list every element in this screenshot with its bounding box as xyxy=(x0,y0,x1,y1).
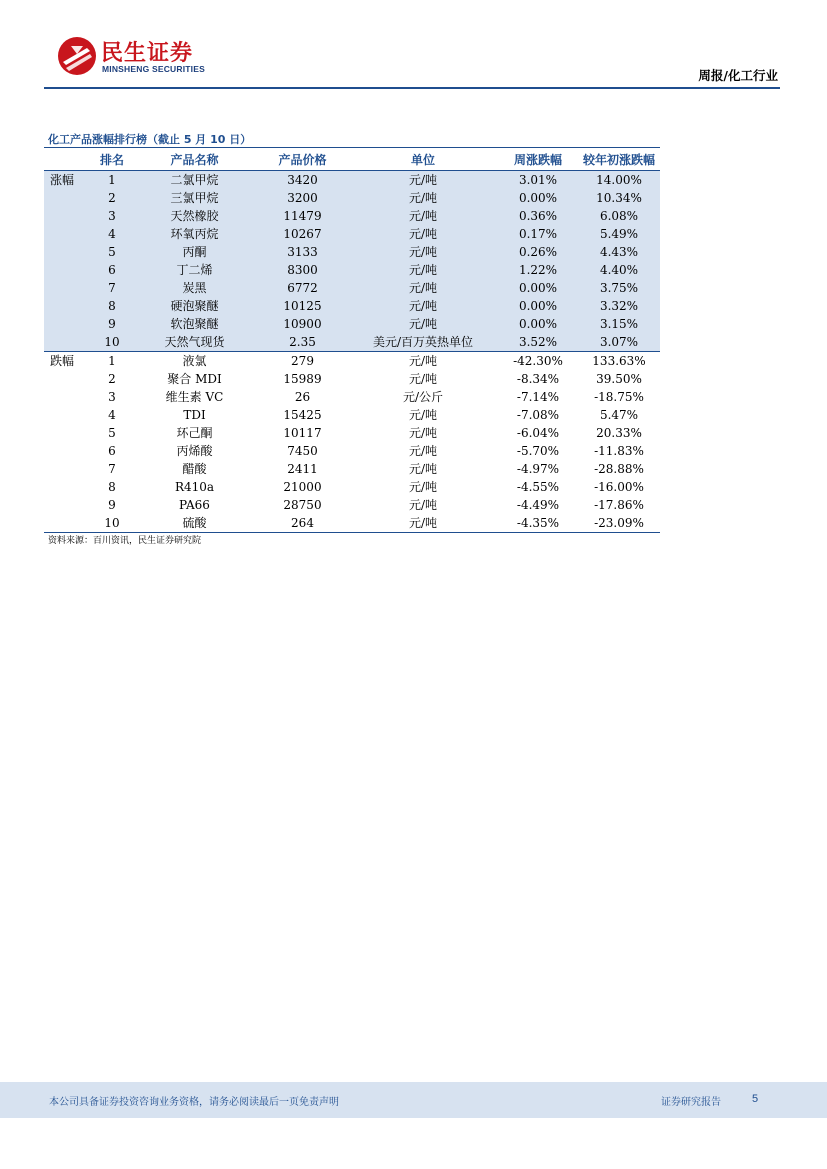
product-name-cell: 聚合 MDI xyxy=(167,372,222,386)
table-title: 化工产品涨幅排行榜（截止 5 月 10 日） xyxy=(48,133,252,146)
weekly-change-cell: 0.36% xyxy=(498,207,578,225)
product-name-cell: 二氯甲烷 xyxy=(132,171,257,190)
price-cell: 10125 xyxy=(257,297,348,315)
fall-section xyxy=(44,352,660,533)
price-cell: 26 xyxy=(294,390,311,404)
rank-cell: 6 xyxy=(108,444,116,458)
product-name-cell: 环己酮 xyxy=(176,426,213,440)
table-row xyxy=(44,207,660,225)
footer-disclaimer: 本公司具备证券投资咨询业务资格，请务必阅读最后一页免责声明 xyxy=(49,1097,339,1108)
rank-cell: 9 xyxy=(92,315,132,333)
company-logo xyxy=(57,36,217,78)
group-label-cell xyxy=(44,279,92,297)
group-label-cell xyxy=(44,189,92,207)
rank-cell: 3 xyxy=(108,390,116,404)
header-unit: 单位 xyxy=(348,148,498,171)
ytd-change-cell: 3.32% xyxy=(578,297,660,315)
weekly-change-cell: 3.52% xyxy=(498,333,578,352)
group-label-cell xyxy=(44,297,92,315)
table-row xyxy=(44,333,660,352)
table-header-row xyxy=(44,148,660,171)
unit-cell: 元/吨 xyxy=(408,462,438,476)
rank-cell: 4 xyxy=(108,408,116,422)
rank-cell: 4 xyxy=(92,225,132,243)
header-rank: 排名 xyxy=(92,148,132,171)
price-cell: 2411 xyxy=(287,462,318,476)
group-label-cell xyxy=(44,460,92,478)
ytd-change-cell: -16.00% xyxy=(594,480,644,494)
footer xyxy=(0,1082,827,1118)
ytd-change-cell: 5.47% xyxy=(599,408,639,422)
unit-cell: 元/吨 xyxy=(408,498,438,512)
rank-cell: 8 xyxy=(108,480,116,494)
unit-cell: 元/吨 xyxy=(348,189,498,207)
weekly-change-cell: -4.35% xyxy=(498,514,578,533)
product-name-cell: 炭黑 xyxy=(132,279,257,297)
weekly-change-cell: -6.04% xyxy=(516,426,560,440)
product-name-cell: R410a xyxy=(174,480,215,494)
weekly-change-cell: 0.26% xyxy=(498,243,578,261)
price-cell: 7450 xyxy=(287,444,318,458)
source-note: 资料来源：百川资讯，民生证券研究院 xyxy=(48,536,202,546)
unit-cell: 元/吨 xyxy=(348,243,498,261)
rank-cell: 6 xyxy=(92,261,132,279)
ytd-change-cell: 4.40% xyxy=(578,261,660,279)
table-row xyxy=(44,261,660,279)
ytd-change-cell: -11.83% xyxy=(594,444,644,458)
group-label-cell xyxy=(44,225,92,243)
price-cell: 21000 xyxy=(283,480,322,494)
unit-cell: 美元/百万英热单位 xyxy=(348,333,498,352)
table-row xyxy=(44,243,660,261)
weekly-change-cell: -7.14% xyxy=(516,390,560,404)
rank-cell: 10 xyxy=(92,333,132,352)
price-cell: 6772 xyxy=(257,279,348,297)
unit-cell: 元/吨 xyxy=(348,297,498,315)
price-cell: 10900 xyxy=(257,315,348,333)
group-label-cell xyxy=(44,442,92,460)
unit-cell: 元/吨 xyxy=(408,372,438,386)
rank-cell: 8 xyxy=(92,297,132,315)
product-name-cell: 硫酸 xyxy=(132,514,257,533)
table-row xyxy=(44,406,660,424)
price-cell: 279 xyxy=(257,352,348,371)
group-label-cell xyxy=(44,370,92,388)
group-label-cell xyxy=(44,243,92,261)
ytd-change-cell: 133.63% xyxy=(578,352,660,371)
product-name-cell: 硬泡聚醚 xyxy=(132,297,257,315)
unit-cell: 元/吨 xyxy=(348,225,498,243)
product-name-cell: PA66 xyxy=(179,498,210,512)
product-name-cell: 环氧丙烷 xyxy=(132,225,257,243)
logo-subtitle: MINSHENG SECURITIES xyxy=(102,64,205,74)
ytd-change-cell: 3.75% xyxy=(578,279,660,297)
product-name-cell: 软泡聚醚 xyxy=(132,315,257,333)
unit-cell: 元/吨 xyxy=(348,352,498,371)
price-cell: 2.35 xyxy=(257,333,348,352)
unit-cell: 元/吨 xyxy=(408,408,438,422)
price-cell: 15989 xyxy=(283,372,322,386)
group-label-cell xyxy=(44,406,92,424)
logo-name: 民生证券 xyxy=(101,41,194,66)
group-label-cell xyxy=(44,207,92,225)
weekly-change-cell: 3.01% xyxy=(498,171,578,190)
price-cell: 8300 xyxy=(257,261,348,279)
unit-cell: 元/吨 xyxy=(408,444,438,458)
weekly-change-cell: -8.34% xyxy=(516,372,560,386)
product-name-cell: 丁二烯 xyxy=(132,261,257,279)
header-weekly-change: 周涨跌幅 xyxy=(498,148,578,171)
ytd-change-cell: -28.88% xyxy=(594,462,644,476)
ytd-change-cell: 10.34% xyxy=(578,189,660,207)
ytd-change-cell: -23.09% xyxy=(578,514,660,533)
header-divider xyxy=(44,87,780,89)
price-cell: 3133 xyxy=(257,243,348,261)
weekly-change-cell: 0.00% xyxy=(498,189,578,207)
minsheng-logo-icon xyxy=(57,36,97,76)
price-cell: 3420 xyxy=(257,171,348,190)
price-cell: 10267 xyxy=(257,225,348,243)
table-row xyxy=(44,496,660,514)
rank-cell: 10 xyxy=(92,514,132,533)
ytd-change-cell: 3.07% xyxy=(578,333,660,352)
header-ytd-change: 较年初涨跌幅 xyxy=(578,148,660,171)
ytd-change-cell: 5.49% xyxy=(578,225,660,243)
table-row xyxy=(44,279,660,297)
group-label-cell xyxy=(44,514,92,533)
group-label-cell xyxy=(44,424,92,442)
price-cell: 10117 xyxy=(283,426,322,440)
group-label-cell xyxy=(44,388,92,406)
product-name-cell: 醋酸 xyxy=(182,462,207,476)
price-cell: 11479 xyxy=(257,207,348,225)
ytd-change-cell: 14.00% xyxy=(578,171,660,190)
unit-cell: 元/吨 xyxy=(348,279,498,297)
unit-cell: 元/吨 xyxy=(408,426,438,440)
report-section-label: 周报/化工行业 xyxy=(698,68,778,83)
rank-cell: 9 xyxy=(108,498,116,512)
product-name-cell: 丙酮 xyxy=(132,243,257,261)
weekly-change-cell: -7.08% xyxy=(516,408,560,422)
table-row xyxy=(44,315,660,333)
ytd-change-cell: 3.15% xyxy=(578,315,660,333)
group-label-cell: 涨幅 xyxy=(44,171,92,190)
rank-cell: 7 xyxy=(92,279,132,297)
unit-cell: 元/吨 xyxy=(408,480,438,494)
group-label-cell xyxy=(44,496,92,514)
table-row xyxy=(44,352,660,371)
weekly-change-cell: -4.55% xyxy=(516,480,560,494)
product-name-cell: 维生素 VC xyxy=(165,390,224,404)
table-row xyxy=(44,225,660,243)
rank-cell: 2 xyxy=(92,189,132,207)
rank-cell: 5 xyxy=(108,426,116,440)
group-label-cell xyxy=(44,315,92,333)
weekly-change-cell: 0.17% xyxy=(498,225,578,243)
unit-cell: 元/公斤 xyxy=(402,390,444,404)
rank-cell: 2 xyxy=(108,372,116,386)
group-label-cell xyxy=(44,261,92,279)
table-row xyxy=(44,171,660,190)
weekly-change-cell: 0.00% xyxy=(498,297,578,315)
weekly-change-cell: 0.00% xyxy=(498,315,578,333)
price-cell: 3200 xyxy=(257,189,348,207)
header-price: 产品价格 xyxy=(257,148,348,171)
product-name-cell: 天然气现货 xyxy=(132,333,257,352)
product-name-cell: 液氯 xyxy=(132,352,257,371)
price-cell: 15425 xyxy=(283,408,322,422)
product-name-cell: 三氯甲烷 xyxy=(132,189,257,207)
table-row xyxy=(44,424,660,442)
rise-section xyxy=(44,171,660,352)
table-row xyxy=(44,370,660,388)
unit-cell: 元/吨 xyxy=(348,171,498,190)
weekly-change-cell: 1.22% xyxy=(498,261,578,279)
price-cell: 264 xyxy=(257,514,348,533)
unit-cell: 元/吨 xyxy=(348,514,498,533)
weekly-change-cell: 0.00% xyxy=(498,279,578,297)
ytd-change-cell: 39.50% xyxy=(596,372,642,386)
weekly-change-cell: -5.70% xyxy=(516,444,560,458)
unit-cell: 元/吨 xyxy=(348,261,498,279)
ytd-change-cell: 6.08% xyxy=(578,207,660,225)
unit-cell: 元/吨 xyxy=(348,315,498,333)
unit-cell: 元/吨 xyxy=(348,207,498,225)
rank-cell: 1 xyxy=(92,171,132,190)
group-label-cell xyxy=(44,333,92,352)
footer-report-type: 证券研究报告 xyxy=(661,1097,721,1108)
header-group xyxy=(44,148,92,171)
table-row xyxy=(44,297,660,315)
product-name-cell: 天然橡胶 xyxy=(132,207,257,225)
table-row xyxy=(44,514,660,533)
price-cell: 28750 xyxy=(283,498,322,512)
header-product-name: 产品名称 xyxy=(132,148,257,171)
product-ranking-table xyxy=(44,147,660,533)
rank-cell: 3 xyxy=(92,207,132,225)
table-row xyxy=(44,189,660,207)
group-label-cell: 跌幅 xyxy=(44,352,92,371)
ytd-change-cell: 4.43% xyxy=(578,243,660,261)
ytd-change-cell: -17.86% xyxy=(594,498,644,512)
rank-cell: 1 xyxy=(92,352,132,371)
product-name-cell: TDI xyxy=(183,408,206,422)
table-row xyxy=(44,442,660,460)
table-row xyxy=(44,460,660,478)
ytd-change-cell: 20.33% xyxy=(596,426,642,440)
page-number: 5 xyxy=(752,1093,759,1105)
ytd-change-cell: -18.75% xyxy=(594,390,644,404)
weekly-change-cell: -4.97% xyxy=(516,462,560,476)
table-row xyxy=(44,478,660,496)
rank-cell: 5 xyxy=(92,243,132,261)
table-row xyxy=(44,388,660,406)
product-name-cell: 丙烯酸 xyxy=(176,444,213,458)
weekly-change-cell: -42.30% xyxy=(498,352,578,371)
group-label-cell xyxy=(44,478,92,496)
weekly-change-cell: -4.49% xyxy=(516,498,560,512)
rank-cell: 7 xyxy=(108,462,116,476)
